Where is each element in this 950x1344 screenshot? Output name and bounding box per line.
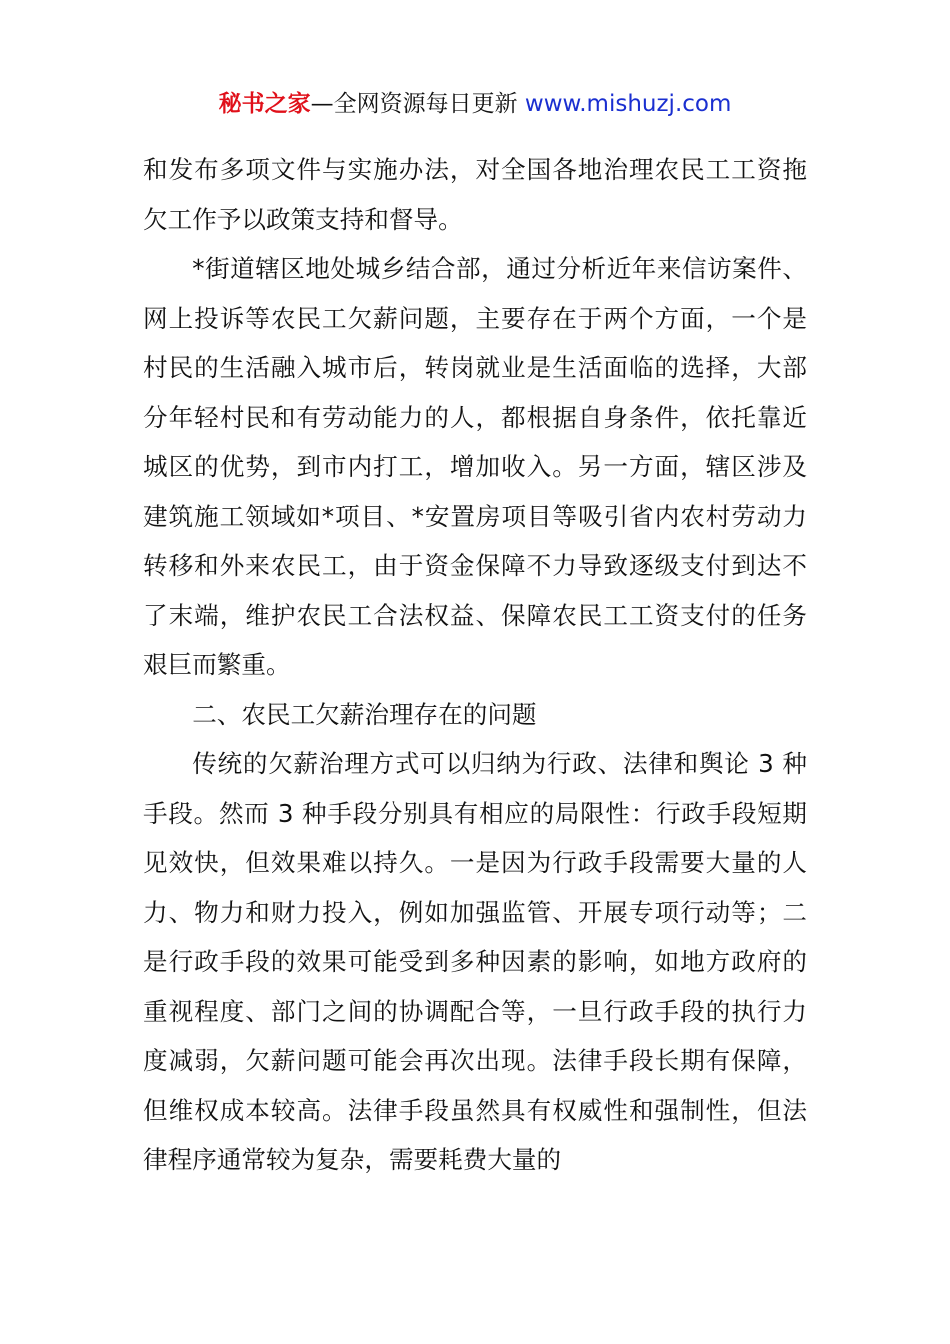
section-heading-problems: 二、农民工欠薪治理存在的问题 bbox=[192, 699, 537, 729]
header-url-link[interactable]: www.mishuzj.com bbox=[524, 91, 732, 117]
paragraph-continued: 和发布多项文件与实施办法，对全国各地治理农民工工资拖欠工作予以政策支持和督导。 bbox=[143, 155, 807, 234]
paragraph-traditional-methods: 传统的欠薪治理方式可以归纳为行政、法律和舆论 3 种手段。然而 3 种手段分别具有相应的局限性：行政手段短期见效快，但效果难以持久。一是因为行政手段需要大量的人力、物力和财力投入，例如加强监管、开展专项行动等；二是行政手段的效果可能受到多种因素的影响，如地方政府的重视程度、部门之间的协调配合等，一旦行政手段的执行力度减弱，欠薪问题可能会再次出现。法律手段长期有保障，但维权成本较高。法律手段虽然具有权威性和强制性，但法律程序通常较为复杂，需要耗费大量的 bbox=[143, 749, 807, 1174]
header-tagline: —全网资源每日更新 bbox=[310, 91, 525, 117]
header-brand: 秘书之家 bbox=[218, 91, 311, 117]
paragraph-district-situation: *街道辖区地处城乡结合部，通过分析近年来信访案件、网上投诉等农民工欠薪问题，主要存在于两个方面，一个是村民的生活融入城市后，转岗就业是生活面临的选择，大部分年轻村民和有劳动能力的人，都根据自身条件，依托靠近城区的优势，到市内打工，增加收入。另一方面，辖区涉及建筑施工领域如*项目、*安置房项目等吸引省内农村劳动力转移和外来农民工，由于资金保障不力导致逐级支付到达不了末端，维护农民工合法权益、保障农民工工资支付的任务艰巨而繁重。 bbox=[143, 254, 807, 679]
document-body bbox=[143, 145, 807, 1185]
page-header bbox=[0, 86, 950, 122]
